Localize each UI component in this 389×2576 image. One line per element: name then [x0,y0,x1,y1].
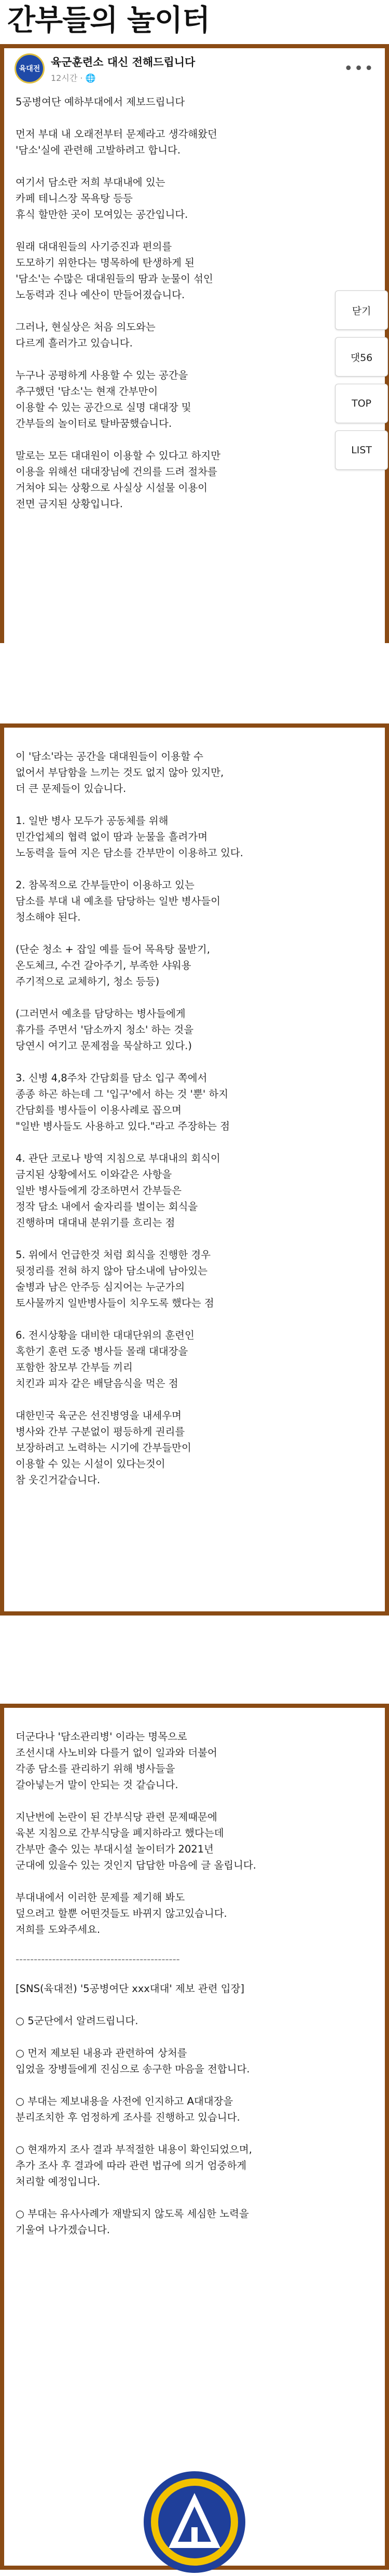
post-body-section-3b: [SNS(육대전) '5공병여단 xxx대대' 제보 관련 입장] ○ 5군단에서 알려드립니다. ○ 먼저 제보된 내용과 관련하여 상처를 입었을 장병들에게 진심으로 송구한 마음을 전합니다. ○ 부대는 제보내용을 사전에 인지하고 A대대장을 분리조치한 후 엄정하게 조사를 진행하고 있습니다. ○ 현재까지 조사 결과 부적절한 내용이 확인되었으며, 추가 조사 후 결과에 따라 관련 법규에 의거 엄중하게 처리할 예정입니다. ○ 부대는 유사사례가 재발되지 않도록 세심한 노력을 기울여 나가겠습니다. [16,1983,252,2236]
post-time: 12시간 · 🌐 [51,73,96,83]
post-body-section-2: 이 '담소'라는 공간을 대대원들이 이용할 수 없어서 부담함을 느끼는 것도 없지 않아 있지만, 더 큰 문제들이 있습니다. 1. 일반 병사 모두가 공동체를 위해 민간업체의 협력 없이 땀과 눈물을 흘려가며 노동력을 들여 지은 담소를 간부만이 이용하고 있다. 2. 참목적으로 간부들만이 이용하고 있는 담소를 부대 내 예초를 담당하는 일반 병사들이 청소해야 된다. (단순 청소 + 잡일 예를 들어 목욕탕 물받기, 온도체크, 수건 갈아주기, 부족한 샤워용 주기적으로 교체하기, 청소 등등) (그러면서 예초를 담당하는 병사들에게 휴가를 주면서 '담소까지 청소' 하는 것을 당연시 여기고 문제점을 묵살하고 있다.) 3. 신병 4,8주차 간담회를 담소 입구 쪽에서 종종 하곤 하는데 그 '입구'에서 하는 것 '뿐' 하지 간담회를 병사들이 이용사례로 꼽으며 "일반 병사들도 사용하고 있다."라고 주장하는 점 4. 관단 코로나 방역 지침으로 부대내의 회식이 금지된 상황에서도 이와같은 사항을 일반 병사들에게 강조하면서 간부들은 정작 담소 내에서 술자리를 벌이는 회식을 진행하며 대대내 분위기를 흐리는 점 5. 위에서 언급한것 처럼 회식을 진행한 경우 뒷정리를 전혀 하지 않아 담소내에 남아있는 술병과 남은 안주등 심지어는 누군가의 토사물까지 일반병사들이 치우도록 했다는 점 6. 전시상황을 대비한 대대단위의 훈련인 혹한기 훈련 도중 병사들 몰래 대대장을 포함한 참모부 간부들 끼리 치킨과 피자 같은 배달음식을 먹은 점 대한민국 육군은 선진병영을 내세우며 병사와 간부 구분없이 평등하게 권리를 보장하려고 노력하는 시기에 간부들만이 이용할 수 있는 시설이 있다는것이 참 웃긴거같습니다. [16,750,243,1486]
author-name[interactable]: 육군훈련소 대신 전해드립니다 [51,55,196,68]
section-separator: --------------------------------------------- [16,1953,180,1965]
army-corps-emblem [143,2470,246,2576]
post-card-3 [0,1704,389,2570]
list-button[interactable]: LIST [335,430,388,470]
page-title: 간부들의 놀이터 [7,4,210,37]
post-header [4,48,385,89]
more-options-icon[interactable]: ••• [343,59,374,78]
post-body-section-3: 더군다나 '담소관리병' 이라는 명목으로 조선시대 사노비와 다를거 없이 일과와 더불어 각종 담소를 관리하기 위해 병사들을 갈아넣는거 말이 안되는 것 같습니다. 지난번에 논란이 된 간부식당 관련 문제때문에 육본 지침으로 간부식당을 폐지하라고 했다는데 간부만 출수 있는 부대시설 놀이터가 2021년 군대에 있을수 있는 것인지 답답한 마음에 글 올립니다. 부대내에서 이러한 문제를 제기해 봐도 덮으려고 할뿐 어떤것들도 바뀌지 않고있습니다. 저희를 도와주세요. [16,1731,257,1936]
comments-button[interactable]: 댓56 [335,337,388,377]
side-button-bar [327,290,389,477]
close-button[interactable]: 닫기 [335,290,388,330]
top-button[interactable]: TOP [335,384,388,423]
post-author [51,54,195,83]
post-body-section-1: 5공병여단 예하부대에서 제보드립니다 먼저 부대 내 오래전부터 문제라고 생각해왔던 '담소'실에 관련해 고발하려고 합니다. 여기서 담소란 저희 부대내에 있는 카페 테니스장 목욕탕 등등 휴식 할만한 곳이 모여있는 공간입니다. 원래 대대원들의 사기증진과 편의를 도모하기 위한다는 명목하에 탄생하게 된 '담소'는 수많은 대대원들의 땀과 눈물이 섞인 노동력과 진나 예산이 만들어졌습니다. 그러나, 현실상은 처음 의도와는 다르게 흘러가고 있습니다. 누구나 공평하게 사용할 수 있는 공간을 추구했던 '담소'는 현재 간부만이 이용할 수 있는 공간으로 실명 대대장 및 간부들의 놀이터로 탈바꿈했습니다. 말로는 모든 대대원이 이용할 수 있다고 하지만 이용을 위해선 대대장님에 건의를 드려 절차를 거쳐야 되는 상황으로 사실상 시설물 이용이 전면 금지된 상황입니다. [16,96,221,510]
post-card-2 [0,723,389,1616]
avatar[interactable]: 육대전 [15,53,45,83]
